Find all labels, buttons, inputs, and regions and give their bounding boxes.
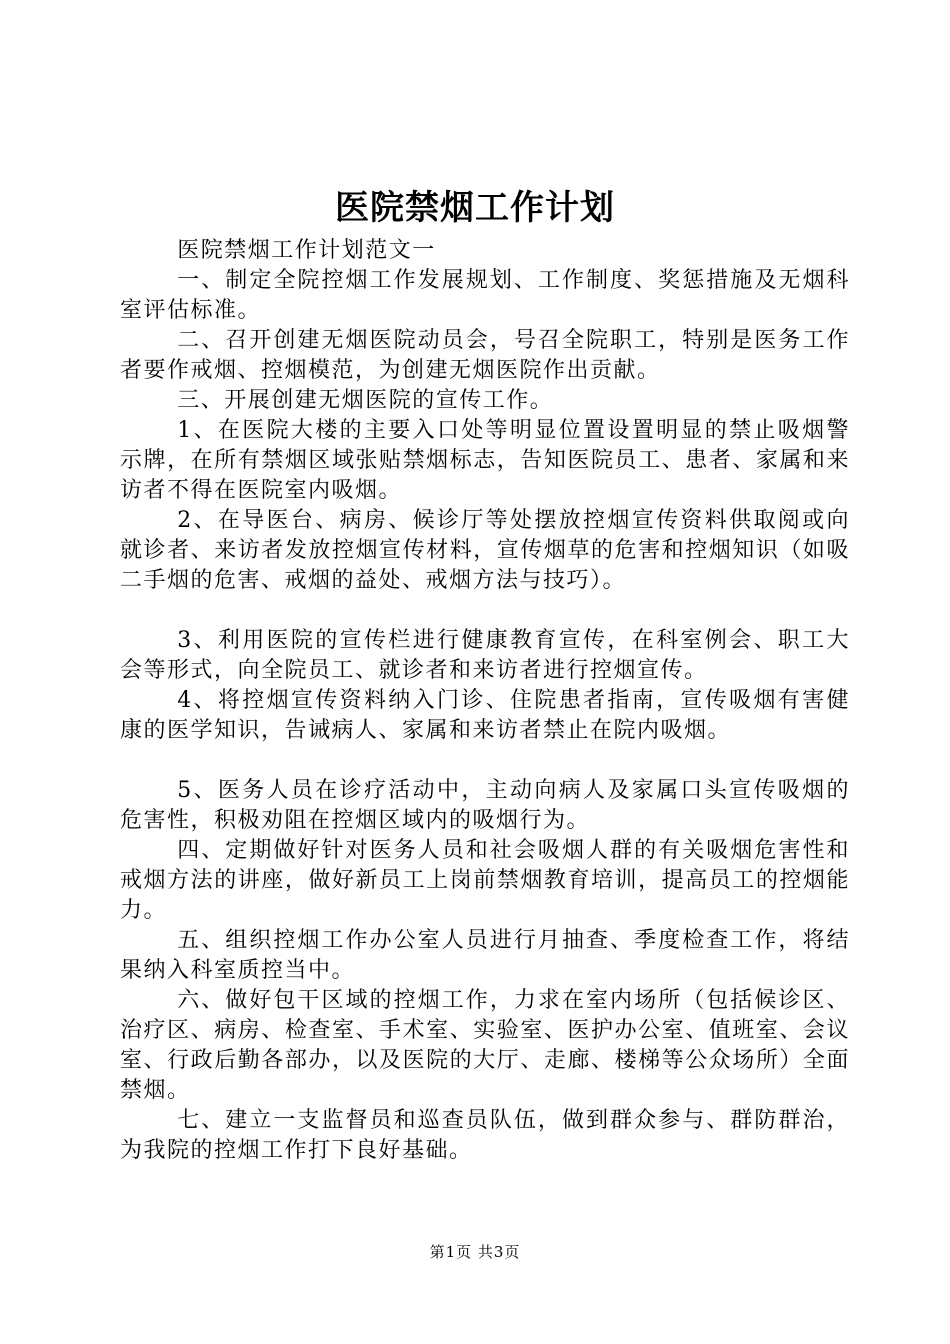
page-footer: 第1页 共3页: [429, 1243, 521, 1261]
paragraph-subitem-3: 3、利用医院的宣传栏进行健康教育宣传，在科室例会、职工大会等形式，向全院员工、就诊者和来访者进行控烟宣传。: [120, 628, 850, 683]
paragraph-subtitle: 医院禁烟工作计划范文一: [177, 238, 436, 263]
paragraph-item-3: 三、开展创建无烟医院的宣传工作。: [177, 388, 554, 413]
document-body: [120, 236, 850, 1166]
paragraph-subitem-1: 1、在医院大楼的主要入口处等明显位置设置明显的禁止吸烟警示牌，在所有禁烟区域张贴禁烟标志，告知医院员工、患者、家属和来访者不得在医院室内吸烟。: [120, 418, 850, 503]
paragraph-item-2: 二、召开创建无烟医院动员会，号召全院职工，特别是医务工作者要作戒烟、控烟模范，为创建无烟医院作出贡献。: [120, 328, 850, 383]
paragraph-subitem-5: 5、医务人员在诊疗活动中，主动向病人及家属口头宣传吸烟的危害性，积极劝阻在控烟区域内的吸烟行为。: [120, 778, 850, 833]
paragraph-subitem-4: 4、将控烟宣传资料纳入门诊、住院患者指南，宣传吸烟有害健康的医学知识，告诫病人、家属和来访者禁止在院内吸烟。: [120, 688, 850, 743]
paragraph-item-6: 六、做好包干区域的控烟工作，力求在室内场所（包括候诊区、治疗区、病房、检查室、手术室、实验室、医护办公室、值班室、会议室、行政后勤各部办，以及医院的大厅、走廊、楼梯等公众场所）全面禁烟。: [120, 988, 850, 1103]
paragraph-subitem-2: 2、在导医台、病房、候诊厅等处摆放控烟宣传资料供取阅或向就诊者、来访者发放控烟宣传材料，宣传烟草的危害和控烟知识（如吸二手烟的危害、戒烟的益处、戒烟方法与技巧）。: [120, 508, 850, 593]
paragraph-item-5: 五、组织控烟工作办公室人员进行月抽查、季度检查工作，将结果纳入科室质控当中。: [120, 928, 850, 983]
paragraph-item-7: 七、建立一支监督员和巡查员队伍，做到群众参与、群防群治，为我院的控烟工作打下良好基础。: [120, 1108, 850, 1163]
paragraph-item-4: 四、定期做好针对医务人员和社会吸烟人群的有关吸烟危害性和戒烟方法的讲座，做好新员工上岗前禁烟教育培训，提高员工的控烟能力。: [120, 838, 850, 923]
document-title: 医院禁烟工作计划: [335, 188, 615, 228]
paragraph-item-1: 一、制定全院控烟工作发展规划、工作制度、奖惩措施及无烟科室评估标准。: [120, 268, 850, 323]
